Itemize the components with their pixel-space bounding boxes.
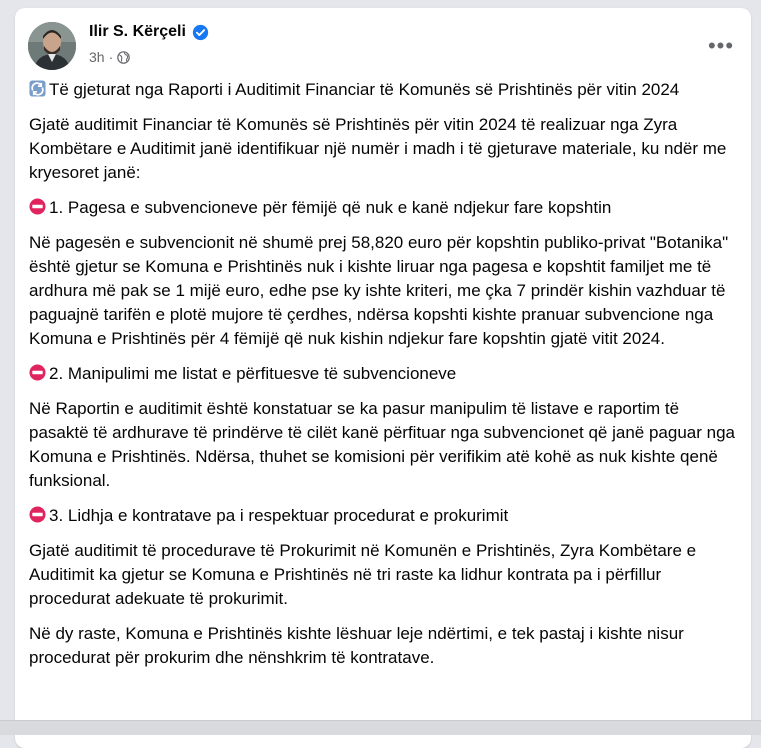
post-author (89, 22, 209, 42)
more-options-button[interactable] (705, 30, 737, 62)
no-entry-emoji-icon (29, 364, 46, 381)
finding-title (29, 504, 741, 528)
finding-title-text: 1. Pagesa e subvencioneve për fëmijë që nuk e kanë ndjekur fare kopshtin (49, 198, 611, 217)
post-timestamp[interactable]: 3h (89, 48, 105, 66)
no-entry-emoji-icon (29, 506, 46, 523)
finding-title (29, 362, 741, 386)
post-card (15, 8, 751, 748)
post-meta (89, 48, 130, 66)
profile-photo (28, 22, 76, 70)
finding-text: Në pagesën e subvencionit në shumë prej 58,820 euro për kopshtin publiko-privat "Botanika" është gjetur se Komuna e Prishtinës nuk i kishte liruar nga pagesa e kopshtit familjet me të ardhura më pak se 1 mijë euro, edhe pse ky ishte kriteri, me çka 7 prindër kishin vazhduar të paguajnë tarifën e plotë mujore të çerdhes, ndërsa kopshti kishte pranuar subvencione nga Komuna e Prishtinës për 4 fëmijë që nuk kishin ndjekur fare kopshtin gjatë vitit 2024. (29, 231, 741, 351)
finding-title-text: 2. Manipulimi me listat e përfituesve të subvencioneve (49, 364, 456, 383)
arrows-emoji-icon (29, 80, 46, 97)
author-name[interactable]: Ilir S. Kërçeli (89, 22, 186, 42)
heading-text: Të gjeturat nga Raporti i Auditimit Financiar të Komunës së Prishtinës për vitin 2024 (49, 80, 679, 99)
bottom-overlay (0, 720, 761, 735)
post-body (29, 78, 741, 681)
no-entry-emoji-icon (29, 198, 46, 215)
avatar[interactable] (28, 22, 76, 70)
globe-icon[interactable] (117, 51, 130, 64)
finding-title-text: 3. Lidhja e kontratave pa i respektuar procedurat e prokurimit (49, 506, 508, 525)
post-intro: Gjatë auditimit Financiar të Komunës së Prishtinës për vitin 2024 të realizuar nga Zyra Kombëtare e Auditimit janë identifikuar një numër i madh i të gjeturave materiale, ku ndër me kryesoret janë: (29, 113, 741, 185)
more-options-icon: ••• (708, 33, 734, 59)
verified-badge-icon (192, 24, 209, 41)
finding-text: Në Raportin e auditimit është konstatuar se ka pasur manipulim të listave e raportim të pasaktë të ardhurave të prindërve të cilët kanë përfituar nga subvencionet që janë paguar nga Komuna e Prishtinës. Ndërsa, thuhet se komisioni për verifikim atë kohë as nuk kishte qenë funksional. (29, 397, 741, 493)
post-closing: Në dy raste, Komuna e Prishtinës kishte lëshuar leje ndërtimi, e tek pastaj i kishte nisur procedurat për prokurim dhe nënshkrim të kontratave. (29, 622, 741, 670)
finding-text: Gjatë auditimit të procedurave të Prokurimit në Komunën e Prishtinës, Zyra Kombëtare e Auditimit ka gjetur se Komuna e Prishtinës në tri raste ka lidhur kontrata pa i përfillur procedurat adekuate të prokurimit. (29, 539, 741, 611)
finding-title (29, 196, 741, 220)
post-heading (29, 78, 741, 102)
meta-separator: · (109, 48, 114, 66)
